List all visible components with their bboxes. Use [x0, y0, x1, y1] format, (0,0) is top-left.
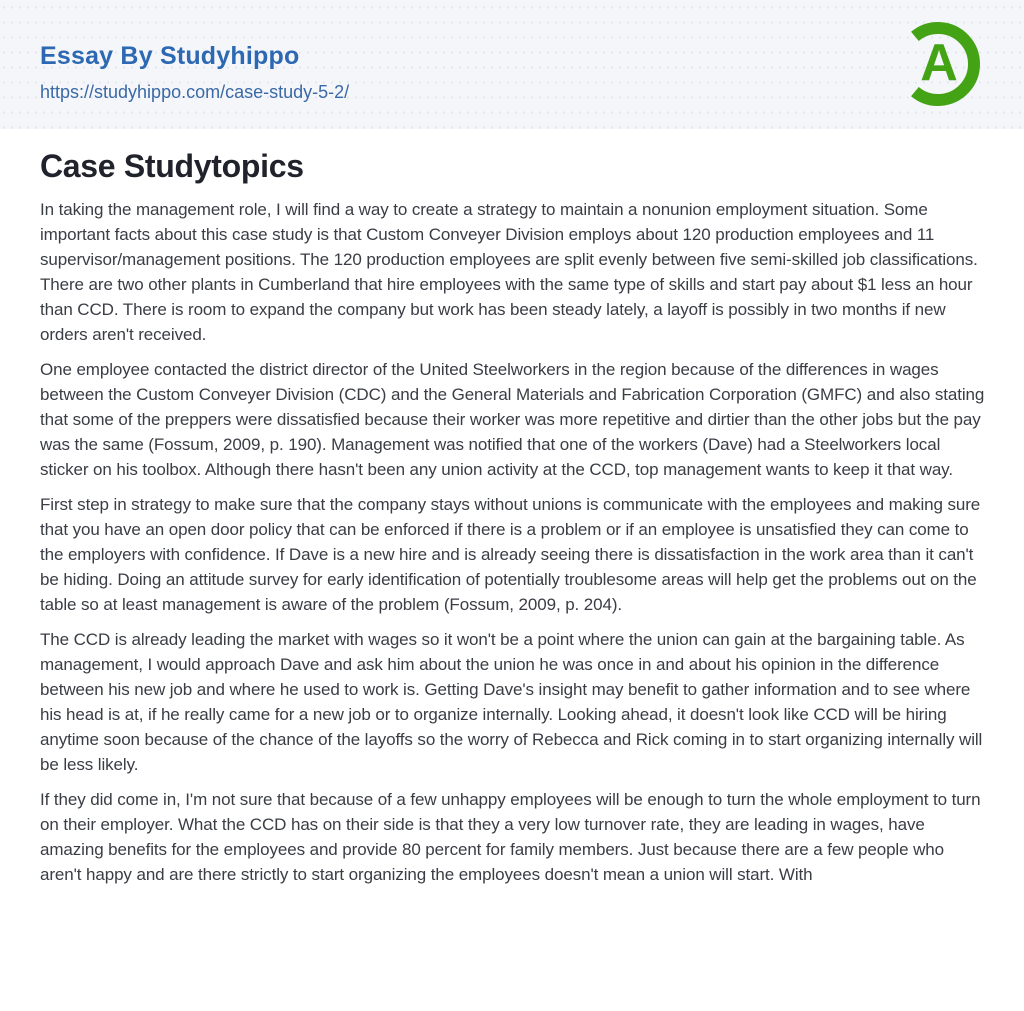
article-paragraph-3: First step in strategy to make sure that the company stays without unions is communicate with the employees and making sure that you have an open door policy that can be enforced if there is a problem or if an employee is unsatisfied they can come to the employers with confidence. If Dave is a new hire and is already seeing there is dissatisfaction in the work area than it can't be hiding. Doing an attitude survey for early identification of potentially troublesome areas will help get the problems out on the table so at least management is aware of the problem (Fossum, 2009, p. 204). — [40, 495, 981, 614]
logo-letter: A — [920, 34, 958, 92]
site-title: Essay By Studyhippo — [40, 42, 300, 70]
studyhippo-logo — [893, 19, 983, 109]
article-paragraph-1: In taking the management role, I will find a way to create a strategy to maintain a nonunion employment situation. Some important facts about this case study is that Custom Conveyer Division employs about 120 production employees and 11 supervisor/management positions. The 120 production employees are split evenly between five semi-skilled job classifications. There are two other plants in Cumberland that hire employees with the same type of skills and start pay about $1 less an hour than CCD. There is room to expand the company but work has been steady lately, a layoff is possibly in two months if new orders aren't received. — [40, 200, 978, 344]
source-url-link[interactable]: https://studyhippo.com/case-study-5-2/ — [40, 82, 350, 102]
article-title: Case Studytopics — [40, 148, 304, 184]
article-paragraph-5: If they did come in, I'm not sure that because of a few unhappy employees will be enough to turn the whole employment to turn on their employer. What the CCD has on their side is that they a very low turnover rate, they are leading in wages, have amazing benefits for the employees and provide 80 percent for family members. Just because there are a few people who aren't happy and are there strictly to start organizing the employees doesn't mean a union will start. With — [40, 790, 981, 884]
article-paragraph-4: The CCD is already leading the market with wages so it won't be a point where the union can gain at the bargaining table. As management, I would approach Dave and ask him about the union he was once in and about his opinion in the difference between his new job and where he used to work is. Getting Dave's insight may benefit to gather information and to see where his head is at, if he really came for a new job or to organize internally. Looking ahead, it doesn't look like CCD will be hiring anytime soon because of the chance of the layoffs so the worry of Rebecca and Rick coming in to start organizing internally will be less likely. — [40, 630, 983, 774]
article-body — [0, 129, 1024, 887]
page-header — [0, 0, 1024, 129]
article-paragraph-2: One employee contacted the district director of the United Steelworkers in the region because of the differences in wages between the Custom Conveyer Division (CDC) and the General Materials and Fabrication Corporation (GMFC) and also stating that some of the preppers were dissatisfied because their worker was more repetitive and dirtier than the other jobs but the pay was the same (Fossum, 2009, p. 190). Management was notified that one of the workers (Dave) had a Steelworkers local sticker on his toolbox. Although there hasn't been any union activity at the CCD, top management wants to keep it that way. — [40, 360, 985, 479]
